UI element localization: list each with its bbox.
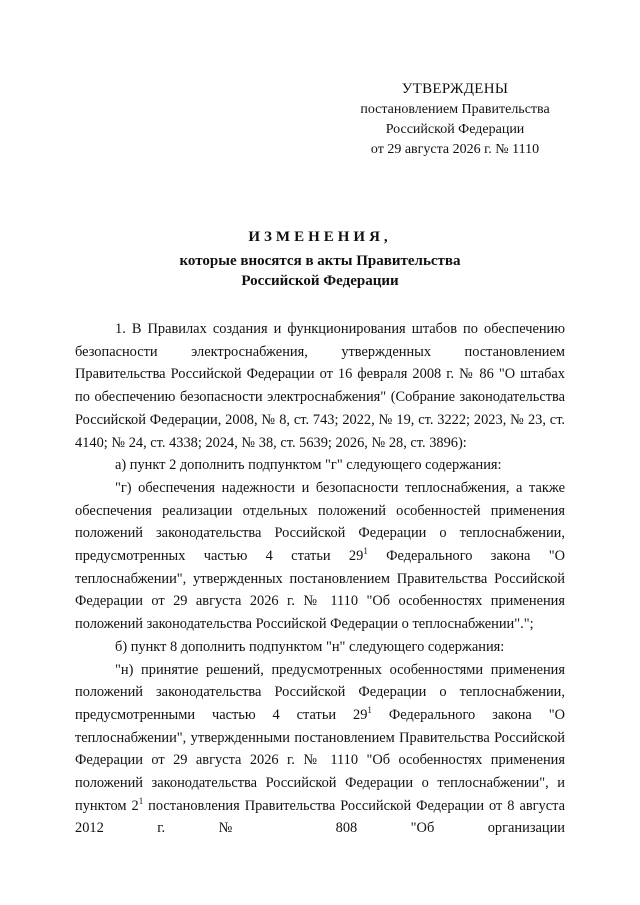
paragraph-text: 1. В Правилах создания и функционирования штабов по обеспечению безопасности электроснабжения, утвержденных постановлением Правительства Российской Федерации от 16 февраля 2008 г. № 86 "О штабах по обеспечению безопасности электроснабжения" (Собрание законодательства Российской Федерации, 2008, № 8, ст. 743; 2022, № 19, ст. 3222; 2023, № 23, ст. 4140; № 24, ст. 4338; 2024, № 38, ст. 5639; 2026, № 28, ст. 3896): — [75, 321, 565, 451]
paragraph-text: а) пункт 2 дополнить подпунктом "г" следующего содержания: — [115, 457, 502, 474]
approval-line-date-number: от 29 августа 2026 г. № 1110 — [370, 142, 540, 157]
approval-line-decree: постановлением Правительства — [360, 102, 550, 117]
paragraph-text: "н) принятие решений, предусмотренных особенностями применения положений законодательства Российской Федерации о теплоснабжении, предусмотренными частью 4 статьи 29 — [75, 661, 565, 723]
approval-block — [330, 79, 580, 160]
superscript: 1 — [138, 795, 144, 806]
paragraph-text: "г) обеспечения надежности и безопасности теплоснабжения, а также обеспечения реализации отдельных положений особенностей применения положений законодательства Российской Федерации о теплоснабжении, предусмотренных частью 4 статьи 29 — [75, 479, 565, 565]
superscript: 1 — [367, 704, 372, 715]
document-subtitle-line-1: которые вносятся в акты Правительства — [179, 253, 461, 269]
paragraph-text: постановления Правительства Российской Федерации от 8 августа 2012 г. № 808 "Об организации — [75, 797, 565, 837]
paragraph-quote-n — [75, 659, 565, 841]
paragraph-text: Федерального закона "О теплоснабжении", утвержденными постановлением Правительства Российской Федерации от 29 августа 2026 г. № 1110 "Об особенностях применения положений законодательства Российской Федерации о теплоснабжении", и пунктом 2 — [75, 706, 565, 814]
paragraph-subitem-b — [75, 636, 565, 659]
paragraph-quote-g — [75, 477, 565, 636]
approval-line-government: Российской Федерации — [385, 122, 525, 137]
document-body — [75, 318, 565, 840]
paragraph-subitem-a — [75, 454, 565, 477]
approval-title: УТВЕРЖДЕНЫ — [401, 81, 509, 97]
paragraph-item-1 — [75, 318, 565, 454]
document-title: ИЗМЕНЕНИЯ, — [248, 229, 392, 245]
paragraph-text: Федерального закона "О теплоснабжении", утвержденных постановлением Правительства Российской Федерации от 29 августа 2026 г. № 1110 "Об особенностях применения положений законодательства Российской Федерации о теплоснабжении"."; — [75, 548, 566, 633]
paragraph-text: б) пункт 8 дополнить подпунктом "н" следующего содержания: — [115, 638, 505, 655]
document-heading — [60, 227, 580, 291]
superscript: 1 — [363, 546, 368, 557]
document-subtitle-line-2: Российской Федерации — [241, 273, 399, 289]
